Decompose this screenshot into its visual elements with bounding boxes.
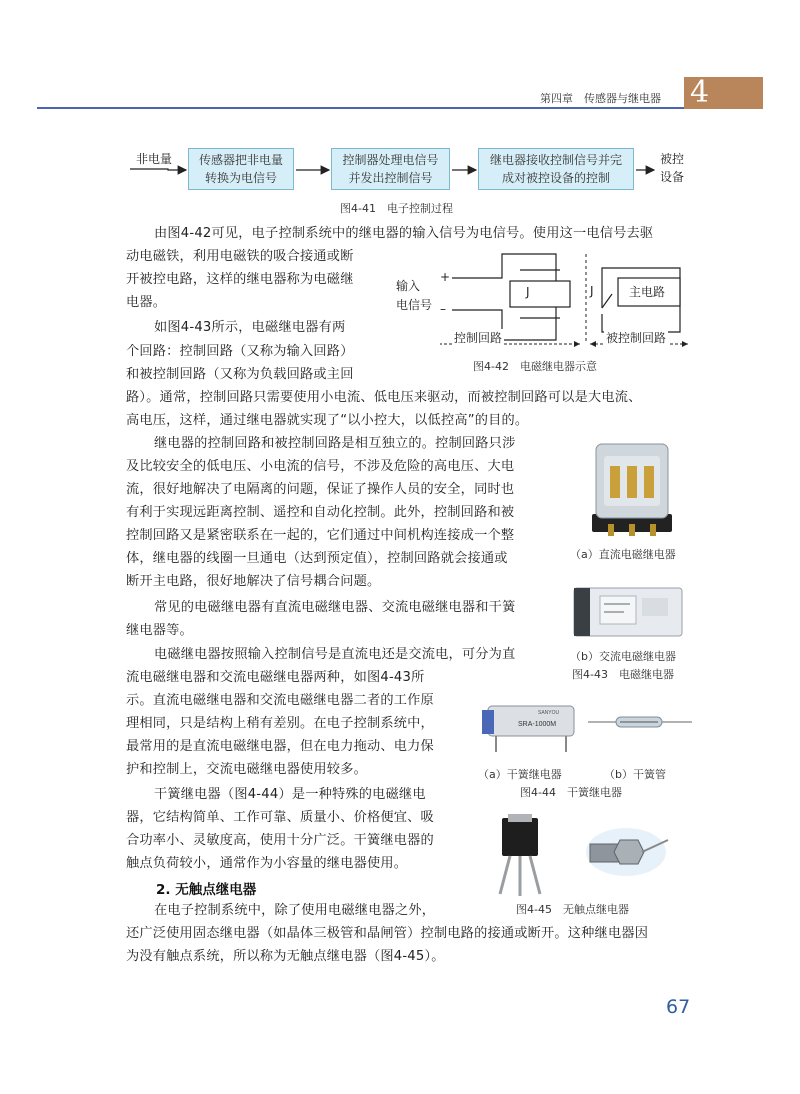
text-line: 如图4-43所示，电磁继电器有两 [154,320,346,335]
dc-relay-image [582,436,678,540]
chapter-title: 第四章 传感器与继电器 [540,92,661,105]
fig42-minus: – [440,302,446,316]
figure-4-45-caption: 图4-45 无触点继电器 [516,903,629,916]
text-line: 动电磁铁，利用电磁铁的吸合接通或断 [126,249,354,264]
text-line: 路）。通常，控制回路只需要使用小电流、低电压来驱动，而被控制回路可以是大电流、 [126,390,642,405]
flow-arrow-1 [130,169,186,170]
fig43-caption-b: （b）交流电磁继电器 [570,650,676,663]
text-line: 护和控制上，交流电磁继电器使用较多。 [126,762,367,777]
fig42-plus: + [440,270,451,284]
fig44-caption-b: （b）干簧管 [604,768,666,781]
text-line: 合功率小、灵敏度高，使用十分广泛。干簧继电器的 [126,833,434,848]
control-circuit-label: 控制回路 [454,331,503,345]
section-heading: 2. 无触点继电器 [156,882,257,898]
flow-output-label: 被控设备 [659,152,684,184]
text-line: 最常用的是直流电磁继电器，但在电力拖动、电力保 [126,739,434,754]
chapter-number: 4 [690,75,710,110]
controlled-circuit-label: 被控制回路 [606,331,667,345]
figure-4-44-caption: 图4-44 干簧继电器 [520,786,622,799]
switch-label: J [590,284,594,298]
ac-relay-image [570,580,688,642]
text-line: 断开主电路，很好地解决了信号耦合问题。 [126,574,381,589]
flow-input-label: 非电量 [136,152,173,166]
fig44-caption-a: （a）干簧继电器 [478,768,562,781]
header-rule [37,107,737,109]
figure-4-41-caption: 图4-41 电子控制过程 [340,202,453,215]
text-line: 还广泛使用固态继电器（如晶体三极管和晶闸管）控制电路的接通或断开。这种继电器因 [126,926,649,941]
text-line: 常见的电磁继电器有直流电磁继电器、交流电磁继电器和干簧 [154,600,516,615]
text-line: 继电器等。 [126,623,193,638]
page-number: 67 [666,996,691,1018]
fig42-input-label: 输入 [396,279,421,293]
text-line: 为没有触点系统，所以称为无触点继电器（图4-45）。 [126,949,445,964]
flow-box-relay: 继电器接收控制信号并完成对被控设备的控制 [478,148,634,190]
relay-marking: SRA-1000M [518,721,557,728]
reed-tube-image [588,710,692,734]
text-line: 流，很好地解决了电隔离的问题，保证了操作人员的安全，同时也 [126,482,515,497]
text-line: 在电子控制系统中，除了使用电磁继电器之外， [154,903,436,918]
text-line: 示。直流电磁继电器和交流电磁继电器二者的工作原 [126,693,434,708]
text-line: 控制回路又是紧密联系在一起的，它们通过中间机构连接成一个整 [126,528,515,543]
text-line: 及比较安全的低电压、小电流的信号，不涉及危险的高电压、大电 [126,459,515,474]
text-line: 流电磁继电器和交流电磁继电器两种，如图4-43所 [126,670,425,685]
text-line: 理相同，只是结构上稍有差别。在电子控制系统中， [126,716,434,731]
switch-contact [602,294,612,308]
coil-box [510,281,570,307]
figure-4-43-caption: 图4-43 电磁继电器 [572,668,674,681]
coil-label: J [526,285,530,299]
text-line: 电磁继电器按照输入控制信号是直流电还是交流电，可分为直 [154,647,516,662]
thyristor-image [494,812,554,898]
reed-relay-image [478,692,582,760]
flow-arrows [120,140,680,200]
text-line: 电器。 [126,295,167,310]
relay-brand: SANYOU [538,710,560,716]
figure-4-42-caption: 图4-42 电磁继电器示意 [473,360,597,373]
fig43-caption-a: （a）直流电磁继电器 [570,548,676,561]
text-line: 体，继电器的线圈一旦通电（达到预定值），控制回路就会接通或 [126,551,508,566]
text-line: 触点负荷较小，通常作为小容量的继电器使用。 [126,856,408,871]
text-line: 继电器的控制回路和被控制回路是相互独立的。控制回路只涉 [154,436,516,451]
fig42-signal-label: 电信号 [396,298,433,312]
flow-box-sensor: 传感器把非电量转换为电信号 [188,148,294,190]
text-line: 和被控制回路（又称为负载回路或主回 [126,367,354,382]
text-line: 器，它结构简单、工作可靠、质量小、价格便宜、吸 [126,810,434,825]
text-line: 个回路：控制回路（又称为输入回路） [126,344,354,359]
text-line: 有利于实现远距离控制、遥控和自动化控制。此外，控制回路和被 [126,505,515,520]
main-circuit-label: 主电路 [629,285,666,299]
text-line: 由图4-42可见，电子控制系统中的继电器的输入信号为电信号。使用这一电信号去驱 [154,226,654,241]
text-line: 开被控电路，这样的继电器称为电磁继 [126,272,354,287]
stud-thyristor-image [578,820,674,882]
text-line: 干簧继电器（图4-44）是一种特殊的电磁继电 [154,787,426,802]
text-line: 高电压，这样，通过继电器就实现了“以小控大，以低控高”的目的。 [126,413,529,428]
flow-box-controller: 控制器处理电信号并发出控制信号 [331,148,450,190]
